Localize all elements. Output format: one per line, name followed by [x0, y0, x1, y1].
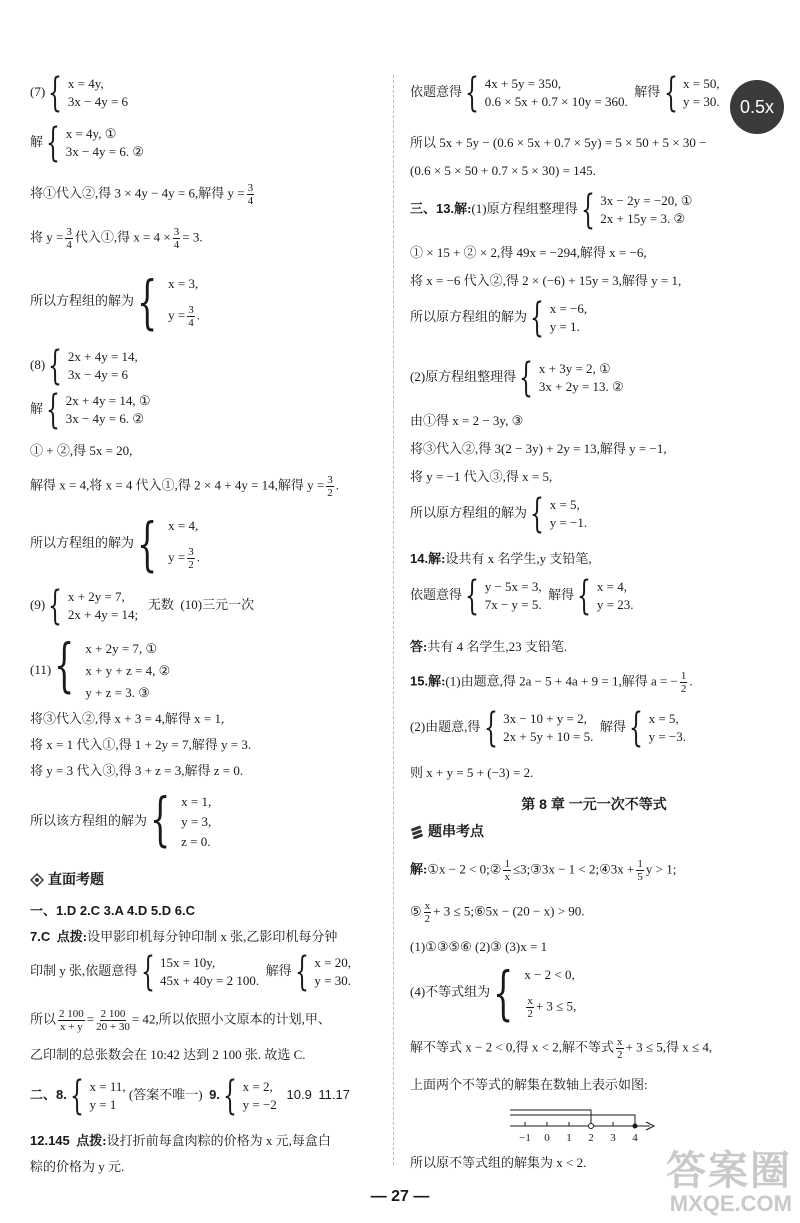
p11-step2: 将 x = 1 代入①,得 1 + 2y = 7,解得 y = 3. — [30, 737, 252, 752]
num: 2 100 — [59, 1008, 84, 1020]
text: 设打折前每盒肉粽的价格为 x 元,每盒白 — [106, 1133, 331, 1148]
eq: 15x = 10y, — [159, 955, 216, 970]
eq: y = 1 — [89, 1097, 117, 1112]
tick-label: 3 — [610, 1132, 616, 1144]
system: { x + 2y = 7, ① x + y + z = 4, ② y + z = 3. ③ — [54, 638, 170, 704]
text: 解得 — [548, 586, 575, 602]
eq: 3x − 2y = −20, ① — [600, 193, 693, 208]
num: 3 — [188, 304, 194, 316]
text: 将 y = — [30, 229, 64, 245]
eq: 3x − 4y = 6 — [67, 367, 129, 382]
q14-line2 — [410, 573, 634, 619]
p7-system: { x = 4y, 3x − 4y = 6 — [48, 70, 129, 116]
diamond-compass-icon — [30, 873, 44, 887]
page-number: — 27 — — [370, 1188, 430, 1205]
jie-label: 解: — [428, 673, 446, 689]
text: 设共有 x 名学生,y 支铅笔, — [445, 551, 592, 566]
jie-label: 解: — [410, 861, 428, 877]
q12-line1 — [30, 1132, 331, 1150]
den: 2 — [527, 1008, 533, 1020]
q11-answer: 11.17 — [318, 1086, 350, 1102]
q14-label: 14. — [410, 551, 429, 566]
fraction — [187, 304, 195, 329]
text: 所以该方程组的解为 — [30, 812, 148, 828]
r1 — [410, 70, 720, 116]
system: { 3x − 10 + y = 2, 2x + 5y + 10 = 5. — [483, 705, 594, 751]
watermark-line2: MXQE.COM — [669, 1191, 792, 1216]
eq: y + z = 3. ③ — [85, 685, 150, 700]
zoom-badge[interactable]: 0.5x — [730, 80, 784, 134]
text: 依题意得 — [410, 586, 463, 602]
num: 3 — [173, 226, 180, 238]
text: . — [196, 549, 201, 565]
system: { x = 4y, ① 3x − 4y = 6. ② — [46, 120, 145, 166]
label: (9) — [30, 596, 46, 612]
eq: z = 0. — [181, 834, 211, 849]
q13-answer1 — [410, 295, 588, 341]
eq: x + 2y = 7, — [67, 589, 125, 604]
text: ⑤ — [410, 903, 422, 919]
text: 所以 — [30, 1011, 57, 1027]
system: { x = 5, y = −1. — [530, 491, 588, 537]
text: 代入①,得 x = 4 × — [74, 229, 171, 245]
num: x — [527, 995, 533, 1007]
tick-label: 4 — [632, 1132, 638, 1144]
eq: x = 4, — [168, 518, 199, 533]
text: (1)原方程组整理得 — [471, 200, 578, 216]
eq: 2x + 5y + 10 = 5. — [503, 729, 594, 744]
text: (1)由题意,得 2a − 5 + 4a + 9 = 1,解得 a = − — [445, 673, 678, 689]
q7-line4: 乙印制的总张数会在 10:42 达到 2 100 张. 故选 C. — [30, 1047, 306, 1062]
text: 解不等式 x − 2 < 0,得 x < 2,解不等式 — [410, 1039, 614, 1055]
text: (2)原方程组整理得 — [410, 368, 517, 384]
fraction — [247, 182, 255, 207]
eq — [524, 995, 576, 1020]
eq: 3x − 4y = 6. ② — [65, 411, 145, 426]
eq — [168, 546, 200, 571]
q13-step1: ① × 15 + ② × 2,得 49x = −294,解得 x = −6, — [410, 245, 647, 260]
system: { 2x + 4y = 14, 3x − 4y = 6 — [48, 343, 138, 389]
eq: 3x − 10 + y = 2, — [503, 711, 587, 726]
eq: x = 4, — [596, 579, 627, 594]
fraction — [65, 226, 73, 251]
section-title-zhimian — [30, 870, 104, 888]
p8-step1: ① + ②,得 5x = 20, — [30, 443, 133, 458]
section-title-tichuan — [410, 822, 484, 840]
text: . — [689, 673, 693, 689]
den: 5 — [637, 871, 643, 883]
jie-label: 解: — [428, 551, 446, 566]
q15-part2 — [410, 705, 687, 751]
tick-label: −1 — [519, 1132, 531, 1144]
eq — [168, 304, 200, 329]
den: 4 — [247, 195, 254, 207]
eq: y = 30. — [683, 94, 720, 109]
text: ≤3;③3x − 1 < 2;④3x + — [512, 861, 635, 877]
den: 2 — [188, 559, 194, 571]
text: + 3 ≤ 5;⑥5x − (20 − x) > 90. — [433, 903, 585, 919]
system: { x = 5, y = −3. — [629, 705, 687, 751]
q8-label: 二、8. — [30, 1086, 67, 1102]
text: 所以原方程组的解为 — [410, 308, 528, 324]
p7-problem — [30, 70, 129, 116]
q13-part2 — [410, 355, 624, 401]
den: 4 — [66, 239, 72, 251]
fraction — [96, 1008, 130, 1033]
text: 解得 — [265, 962, 292, 978]
solution-bracket-x-lt-2 — [510, 1110, 591, 1126]
eq: y = 3, — [181, 814, 212, 829]
eq: 3x + 2y = 13. ② — [538, 379, 624, 394]
den: 2 — [617, 1049, 623, 1061]
num: 1 — [680, 670, 687, 682]
system: { 2x + 4y = 14, ① 3x − 4y = 6. ② — [46, 387, 151, 433]
num: 3 — [327, 474, 333, 486]
eq: 4x + 5y = 350, — [484, 76, 562, 91]
p8-problem — [30, 343, 138, 389]
text: y > 1; — [645, 861, 677, 877]
tip-label: 点拨: — [56, 929, 88, 944]
fraction — [616, 1036, 624, 1061]
pencil-stack-icon — [410, 825, 424, 839]
closed-point-4 — [633, 1124, 638, 1129]
jie-label: 解 — [30, 133, 44, 149]
c-line3: (1)①③⑤⑥ (2)③ (3)x = 1 — [410, 939, 548, 954]
p7-solution-system — [30, 120, 145, 166]
system: { x = 4, y = 23. — [577, 573, 634, 619]
text: y = — [168, 307, 186, 323]
eq: y = −2 — [242, 1097, 277, 1112]
text: 直面考题 — [48, 871, 104, 887]
den: x + y — [60, 1021, 83, 1033]
q13-step4: 将③代入②,得 3(2 − 3y) + 2y = 13,解得 y = −1, — [410, 441, 667, 456]
eq: y = 1. — [549, 319, 580, 334]
fraction — [680, 670, 688, 695]
system: { y − 5x = 3, 7x − y = 5. — [465, 573, 542, 619]
den: 2 — [680, 683, 687, 695]
text: 题串考点 — [428, 823, 484, 839]
p7-step2 — [30, 226, 203, 251]
number-line-diagram — [510, 1102, 660, 1144]
p9-p10 — [30, 583, 255, 629]
q15-part3: 则 x + y = 5 + (−3) = 2. — [410, 765, 534, 780]
num: 1 — [637, 858, 643, 870]
p9-answer: 无数 — [147, 596, 174, 612]
c-line4 — [410, 959, 577, 1027]
p8-solution-system — [30, 387, 151, 433]
tick-label: 1 — [566, 1132, 572, 1144]
q13-step5: 将 y = −1 代入③,得 x = 5, — [410, 469, 553, 484]
q14-line1 — [410, 550, 592, 568]
num: 1 — [504, 858, 510, 870]
system: { 4x + 5y = 350, 0.6 × 5x + 0.7 × 10y = 360. — [465, 70, 628, 116]
eq: y = 23. — [596, 597, 634, 612]
tick-label: 2 — [588, 1132, 594, 1144]
text: = 3. — [182, 229, 203, 245]
p11-answer — [30, 785, 212, 853]
num: 3 — [66, 226, 72, 238]
solution-bracket-x-le-4 — [510, 1115, 635, 1126]
num: 2 100 — [100, 1008, 126, 1020]
eq: x = 1, — [181, 794, 212, 809]
den: 4 — [173, 239, 180, 251]
den: 4 — [188, 317, 194, 329]
text: = — [86, 1011, 95, 1027]
fraction — [503, 858, 511, 883]
eq: x + 3y = 2, ① — [538, 361, 611, 376]
system: { x = 1, y = 3, z = 0. — [150, 785, 212, 853]
mc-answers: 一、1.D 2.C 3.A 4.D 5.D 6.C — [30, 903, 195, 918]
eq: y − 5x = 3, — [484, 579, 542, 594]
text: (4)不等式组为 — [410, 983, 491, 999]
q9-label: 9. — [209, 1086, 220, 1102]
tick-marks — [525, 1122, 635, 1126]
text: 所以方程组的解为 — [30, 534, 135, 550]
system: { x = 2, y = −2 — [223, 1073, 277, 1119]
text: ①x − 2 < 0;② — [427, 861, 502, 877]
text: . — [196, 307, 201, 323]
text: 所以原方程组的解为 — [410, 504, 528, 520]
q12-line2: 粽的价格为 y 元. — [30, 1159, 125, 1174]
fraction — [58, 1008, 85, 1033]
fraction — [424, 900, 432, 925]
eq: 45x + 40y = 2 100. — [159, 973, 260, 988]
p11-problem — [30, 631, 171, 704]
eq: x = 4y, ① — [65, 126, 117, 141]
q15-label: 15. — [410, 673, 429, 689]
text: 将①代入②,得 3 × 4y − 4y = 6,解得 y = — [30, 185, 245, 201]
text: 所以方程组的解为 — [30, 292, 135, 308]
eq: x = 50, — [683, 76, 720, 91]
label: (8) — [30, 356, 46, 372]
system: { x = 11, y = 1 — [70, 1073, 126, 1119]
p8-answer — [30, 510, 201, 578]
q13-step2: 将 x = −6 代入②,得 2 × (−6) + 15y = 3,解得 y = 1, — [410, 273, 682, 288]
label: (11) — [30, 661, 52, 677]
eq: x − 2 < 0, — [524, 967, 575, 982]
q7-line2 — [30, 949, 351, 995]
chapter-title: 第 8 章 一元一次不等式 — [521, 796, 667, 812]
system: { x = 50, y = 30. — [663, 70, 720, 116]
q8-q11 — [30, 1073, 350, 1119]
eq: 2x + 4y = 14; — [67, 607, 139, 622]
p7-label: (7) — [30, 83, 46, 99]
eq: x = 4y, — [67, 76, 104, 91]
eq: x = 20, — [314, 955, 351, 970]
c-line6: 上面两个不等式的解集在数轴上表示如图: — [410, 1077, 648, 1092]
p8-step2 — [30, 474, 339, 499]
eq: y = −3. — [648, 729, 687, 744]
eq: x + y + z = 4, ② — [85, 663, 171, 678]
num: 3 — [188, 546, 194, 558]
system: { x = 20, y = 30. — [294, 949, 351, 995]
system: { 3x − 2y = −20, ① 2x + 15y = 3. ② — [580, 187, 693, 233]
text: 印制 y 张,依题意得 — [30, 962, 138, 978]
system: { 15x = 10y, 45x + 40y = 2 100. — [140, 949, 260, 995]
column-divider — [393, 75, 394, 1165]
p11-step1: 将③代入②,得 x + 3 = 4,解得 x = 1, — [30, 711, 225, 726]
eq: 2x + 4y = 14, ① — [65, 393, 151, 408]
q12-label: 12.145 — [30, 1133, 70, 1148]
num: 3 — [247, 182, 254, 194]
q13-step3: 由①得 x = 2 − 3y, ③ — [410, 413, 524, 428]
system: { x = 4, y = $\frac{3}{2}$ . — [137, 510, 201, 578]
q13-answer2 — [410, 491, 588, 537]
note: (答案不唯一) — [128, 1086, 203, 1102]
tick-label: 0 — [544, 1132, 550, 1144]
den: 2 — [327, 487, 333, 499]
text: 解得 x = 4,将 x = 4 代入①,得 2 × 4 + 4y = 14,解得 y = — [30, 477, 325, 493]
text: (2)由题意,得 — [410, 718, 481, 734]
answer-label: 答: — [410, 639, 428, 654]
q7-label: 7.C — [30, 929, 51, 944]
fraction — [326, 474, 334, 499]
tip-label: 点拨: — [76, 1133, 107, 1148]
c-line5 — [410, 1036, 712, 1061]
den: 20 + 30 — [96, 1021, 130, 1033]
p11-step3: 将 y = 3 代入③,得 3 + z = 3,解得 z = 0. — [30, 763, 244, 778]
c-line7: 所以原不等式组的解集为 x < 2. — [410, 1155, 587, 1170]
text: 解得 — [599, 718, 626, 734]
text: 设甲影印机每分钟印制 x 张,乙影印机每分钟 — [87, 929, 338, 944]
c-line1 — [410, 858, 676, 883]
eq: y = −1. — [549, 515, 588, 530]
system: { x = −6, y = 1. — [530, 295, 588, 341]
eq: x = 11, — [89, 1079, 126, 1094]
system: { x − 2 < 0, $\frac{x}{2}$ + 3 ≤ 5, — [493, 959, 577, 1027]
fraction — [526, 995, 534, 1020]
c-line2 — [410, 900, 585, 925]
fraction — [636, 858, 644, 883]
q7-line3 — [30, 1008, 331, 1033]
eq: x = 5, — [648, 711, 679, 726]
q10-answer: 10.9 — [286, 1086, 312, 1102]
p7-step1 — [30, 182, 256, 207]
r2: 所以 5x + 5y − (0.6 × 5x + 0.7 × 5y) = 5 × 50 + 5 × 30 − — [410, 135, 707, 150]
jie-label: 解 — [30, 400, 44, 416]
q13-label: 三、13. — [410, 200, 455, 216]
p7-answer — [30, 268, 201, 336]
text: . — [335, 477, 339, 493]
eq: 2x + 15y = 3. ② — [600, 211, 686, 226]
fraction — [187, 546, 195, 571]
eq: y = 30. — [314, 973, 351, 988]
text: 依题意得 — [410, 83, 463, 99]
text: + 3 ≤ 5, — [535, 998, 577, 1014]
q15-part1 — [410, 670, 693, 695]
q13-part1 — [410, 187, 693, 233]
num: x — [617, 1036, 623, 1048]
text: 共有 4 名学生,23 支铅笔. — [427, 639, 568, 654]
eq: x + 2y = 7, ① — [85, 641, 158, 656]
eq: x = 2, — [242, 1079, 273, 1094]
q7-line1 — [30, 928, 337, 946]
p10-answer: (10)三元一次 — [180, 596, 255, 612]
num: x — [424, 900, 431, 912]
system: { x = 3, y = $\frac{3}{4}$ . — [137, 268, 201, 336]
text: + 3 ≤ 5,得 x ≤ 4, — [625, 1039, 713, 1055]
eq: x = −6, — [549, 301, 588, 316]
text: y = — [168, 549, 186, 565]
watermark-line1: 答案圈 — [666, 1149, 792, 1193]
q14-answer — [410, 638, 567, 656]
jie-label: 解: — [454, 200, 472, 216]
eq: 3x − 4y = 6 — [67, 94, 129, 109]
fraction — [173, 226, 181, 251]
watermark-logo — [666, 1150, 792, 1216]
text: 解得 — [634, 83, 661, 99]
eq: 7x − y = 5. — [484, 597, 542, 612]
text: = 42,所以依照小文原本的计划,甲、 — [131, 1011, 331, 1027]
eq: 2x + 4y = 14, — [67, 349, 138, 364]
system: { x + 3y = 2, ① 3x + 2y = 13. ② — [519, 355, 624, 401]
den: 2 — [424, 913, 431, 925]
r3: (0.6 × 5 × 50 + 0.7 × 5 × 30) = 145. — [410, 163, 596, 178]
den: x — [504, 871, 510, 883]
open-point-2 — [589, 1124, 594, 1129]
eq: 0.6 × 5x + 0.7 × 10y = 360. — [484, 94, 628, 109]
eq: x = 3, — [168, 276, 199, 291]
eq: x = 5, — [549, 497, 580, 512]
eq: 3x − 4y = 6. ② — [65, 144, 145, 159]
system: { x + 2y = 7, 2x + 4y = 14; — [48, 583, 139, 629]
